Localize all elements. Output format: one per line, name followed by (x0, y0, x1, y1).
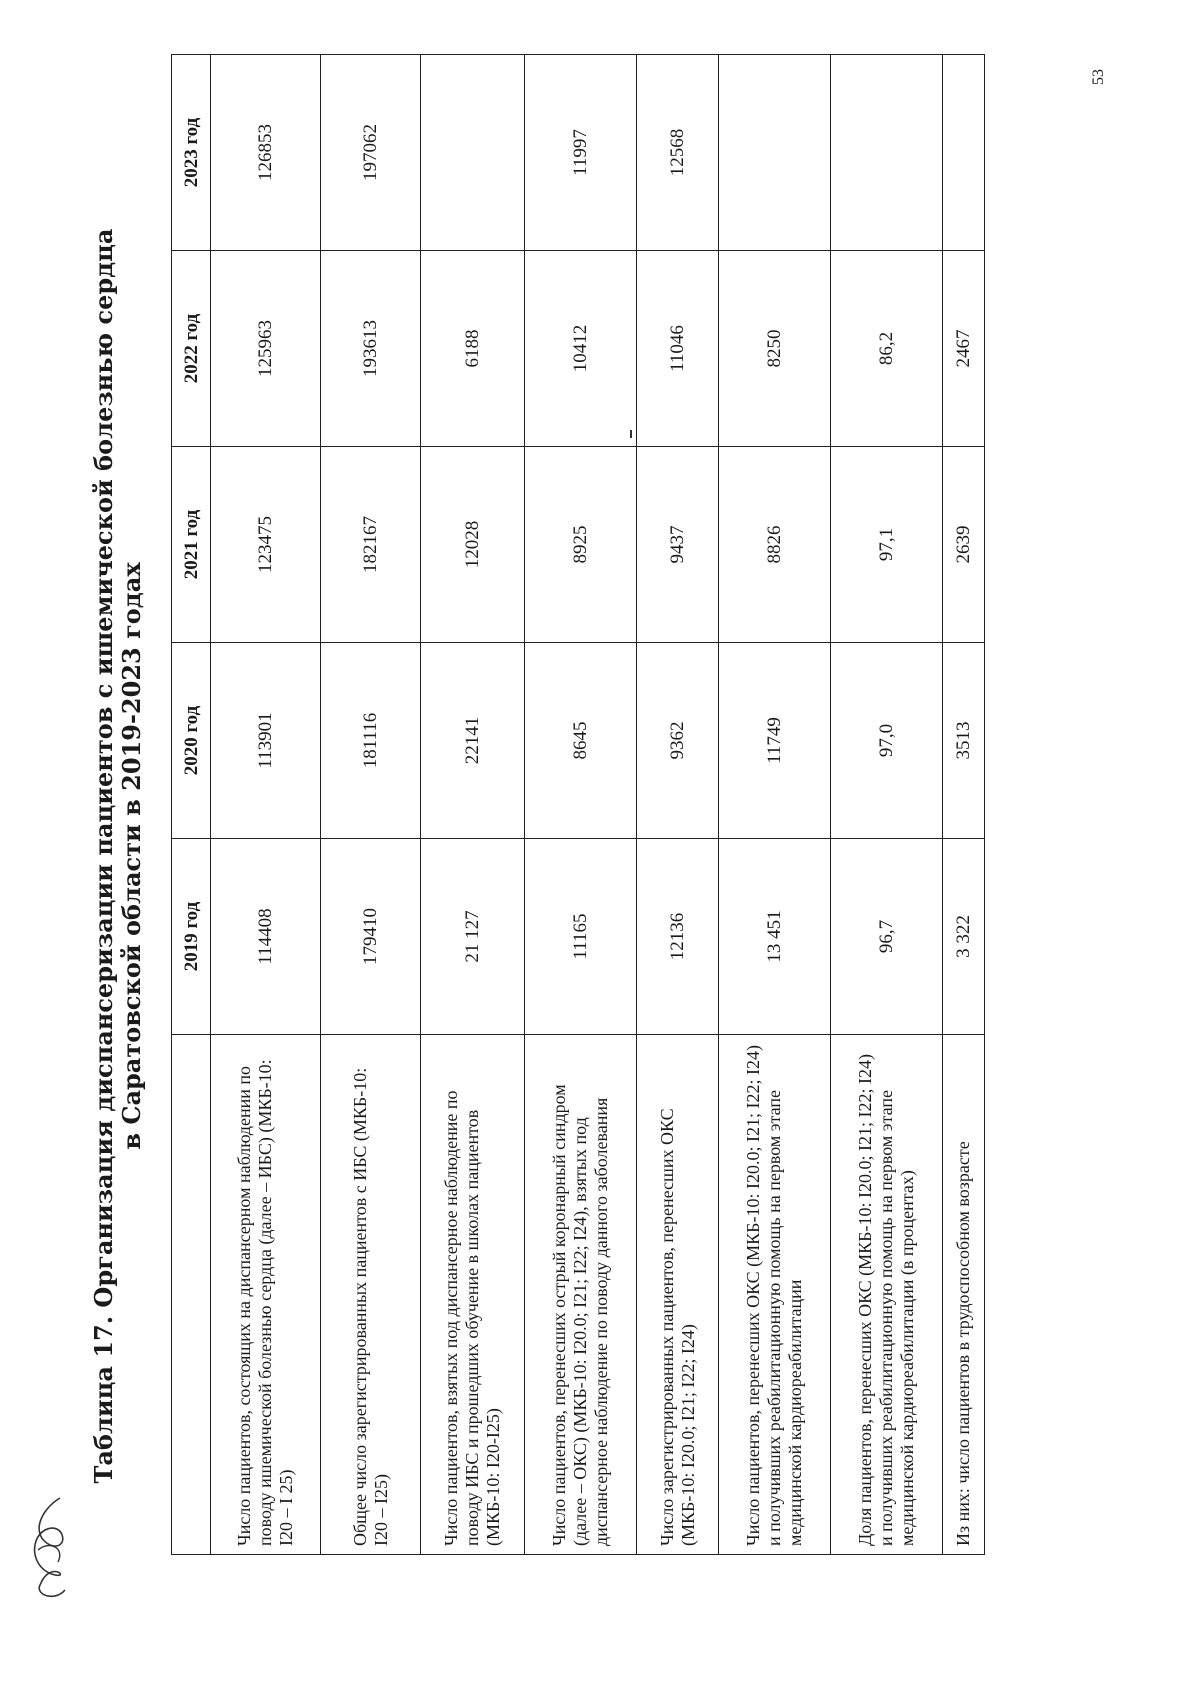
cell-value: 22141 (421, 643, 525, 839)
cell-value: 12568 (637, 55, 719, 251)
cell-value: 126853 (211, 55, 321, 251)
table-row (211, 55, 321, 1555)
table-row (525, 55, 637, 1555)
cell-value: 179410 (321, 839, 421, 1035)
cell-value: 123475 (211, 447, 321, 643)
cell-value: 193613 (321, 251, 421, 447)
handwritten-signature (20, 1490, 80, 1610)
cell-value (943, 55, 985, 251)
table-row (421, 55, 525, 1555)
cell-value: 8250 (719, 251, 831, 447)
table-row (637, 55, 719, 1555)
cell-value: 125963 (211, 251, 321, 447)
cell-value: 97,1 (831, 447, 943, 643)
cell-value: 86,2 (831, 251, 943, 447)
row-label: Доля пациентов, перенесших ОКС (МКБ-10: I20.0; I21; I22; I24) и получивших реабилитационную помощь на первом этапе медицинской кардиореабилитации (в процентах) (831, 1035, 943, 1555)
cell-value: 8645 (525, 643, 637, 839)
cell-value: 182167 (321, 447, 421, 643)
cell-value: 181116 (321, 643, 421, 839)
cell-value: 8925 (525, 447, 637, 643)
cell-value: 96,7 (831, 839, 943, 1035)
table-title (90, 52, 146, 1660)
row-label: Общее число зарегистрированных пациентов с ИБС (МКБ-10: I20 – I25) (321, 1035, 421, 1555)
table-row (943, 55, 985, 1555)
header-2023: 2023 год (172, 55, 211, 251)
header-corner (172, 1035, 211, 1555)
row-label: Число пациентов, перенесших ОКС (МКБ-10: I20.0; I21; I22; I24) и получивших реабилитационную помощь на первом этапе медицинской кардиореабилитации (719, 1035, 831, 1555)
cell-value (421, 55, 525, 251)
title-line-1: Таблица 17. Организация диспансеризации пациентов с ишемической болезнью сердца (89, 228, 118, 1484)
row-label: Число зарегистрированных пациентов, перенесших ОКС (МКБ-10: I20.0; I21; I22; I24) (637, 1035, 719, 1555)
header-row (172, 55, 211, 1555)
cell-value: 8826 (719, 447, 831, 643)
cell-value: 2467 (943, 251, 985, 447)
cell-value (831, 55, 943, 251)
cell-value: 3513 (943, 643, 985, 839)
cell-value (719, 55, 831, 251)
table-row (321, 55, 421, 1555)
header-2021: 2021 год (172, 447, 211, 643)
cell-value: 12136 (637, 839, 719, 1035)
cell-value: 11997 (525, 55, 637, 251)
cell-value: 12028 (421, 447, 525, 643)
table-row (719, 55, 831, 1555)
header-2019: 2019 год (172, 839, 211, 1035)
cell-value: 9437 (637, 447, 719, 643)
cell-value: 114408 (211, 839, 321, 1035)
cell-value: 3 322 (943, 839, 985, 1035)
cell-value: 13 451 (719, 839, 831, 1035)
rotated-content (90, 52, 1124, 1660)
cell-value: 6188 (421, 251, 525, 447)
header-2022: 2022 год (172, 251, 211, 447)
cell-value: 2639 (943, 447, 985, 643)
page-number: 53 (1090, 69, 1107, 85)
row-label: Число пациентов, перенесших острый коронарный синдром (далее – ОКС) (МКБ-10: I20.0; I21; I22; I24), взятых под диспансерное наблюдение по поводу данного заболевания (525, 1035, 637, 1555)
cell-value: 9362 (637, 643, 719, 839)
cell-value: 11749 (719, 643, 831, 839)
row-label: Из них: число пациентов в трудоспособном возрасте (943, 1035, 985, 1555)
cell-value: 10412 (525, 251, 637, 447)
cell-value: 113901 (211, 643, 321, 839)
cell-value: 197062 (321, 55, 421, 251)
row-label: Число пациентов, взятых под диспансерное наблюдение по поводу ИБС и прошедших обучение в школах пациентов (МКБ-10: I20-I25) (421, 1035, 525, 1555)
cell-value: 97,0 (831, 643, 943, 839)
header-2020: 2020 год (172, 643, 211, 839)
title-line-2: в Саратовской области в 2019-2023 годах (117, 562, 146, 1150)
cell-value: 11046 (637, 251, 719, 447)
table-row (831, 55, 943, 1555)
row-label: Число пациентов, состоящих на диспансерном наблюдении по поводу ишемической болезнью сердца (далее – ИБС) (МКБ-10: I20 – I 25) (211, 1035, 321, 1555)
data-table (171, 54, 985, 1555)
cell-value: 21 127 (421, 839, 525, 1035)
cell-value: 11165 (525, 839, 637, 1035)
